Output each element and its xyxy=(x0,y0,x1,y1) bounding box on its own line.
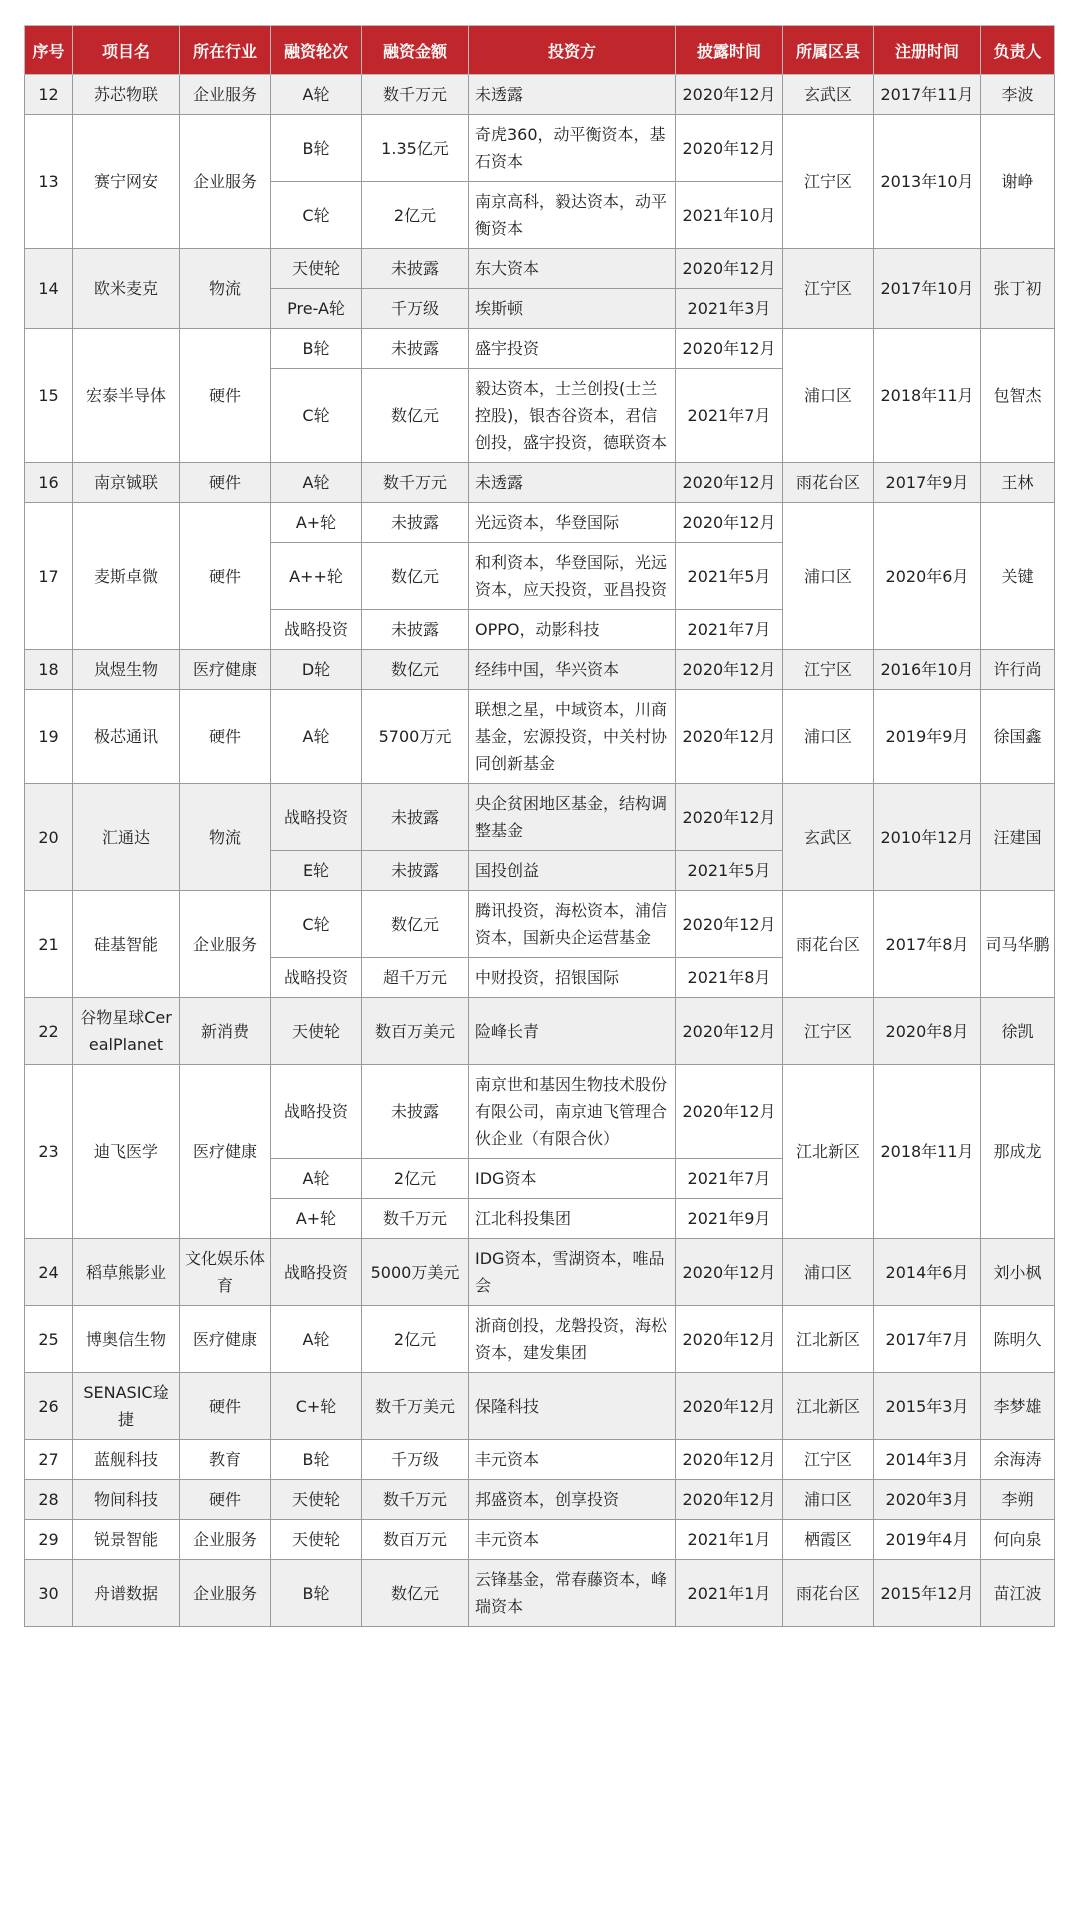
cell-leader: 许行尚 xyxy=(981,650,1055,690)
cell-project-name: 汇通达 xyxy=(73,784,180,891)
cell-amount: 未披露 xyxy=(362,851,469,891)
cell-leader: 关键 xyxy=(981,503,1055,650)
cell-no: 17 xyxy=(25,503,73,650)
cell-disclosure-date: 2020年12月 xyxy=(676,329,783,369)
header-round: 融资轮次 xyxy=(271,26,362,75)
cell-disclosure-date: 2021年1月 xyxy=(676,1560,783,1627)
table-row xyxy=(25,249,1055,289)
cell-leader: 刘小枫 xyxy=(981,1239,1055,1306)
cell-no: 18 xyxy=(25,650,73,690)
cell-industry: 物流 xyxy=(180,784,271,891)
cell-district: 浦口区 xyxy=(783,329,874,463)
cell-project-name: 舟谱数据 xyxy=(73,1560,180,1627)
cell-district: 雨花台区 xyxy=(783,891,874,998)
cell-amount: 5700万元 xyxy=(362,690,469,784)
cell-disclosure-date: 2020年12月 xyxy=(676,463,783,503)
cell-project-name: 硅基智能 xyxy=(73,891,180,998)
cell-district: 雨花台区 xyxy=(783,1560,874,1627)
table-row xyxy=(25,891,1055,958)
cell-no: 15 xyxy=(25,329,73,463)
cell-investors: 光远资本，华登国际 xyxy=(469,503,676,543)
cell-amount: 2亿元 xyxy=(362,1159,469,1199)
cell-disclosure-date: 2020年12月 xyxy=(676,1440,783,1480)
cell-district: 江北新区 xyxy=(783,1373,874,1440)
cell-registered: 2015年12月 xyxy=(874,1560,981,1627)
cell-round: 战略投资 xyxy=(271,610,362,650)
cell-amount: 未披露 xyxy=(362,610,469,650)
table-row xyxy=(25,1306,1055,1373)
cell-round: B轮 xyxy=(271,1560,362,1627)
cell-district: 浦口区 xyxy=(783,503,874,650)
cell-investors: 未透露 xyxy=(469,75,676,115)
cell-disclosure-date: 2021年3月 xyxy=(676,289,783,329)
cell-investors: 丰元资本 xyxy=(469,1520,676,1560)
table-header-row xyxy=(25,26,1055,75)
cell-no: 26 xyxy=(25,1373,73,1440)
table-row xyxy=(25,115,1055,182)
cell-industry: 硬件 xyxy=(180,690,271,784)
table-row xyxy=(25,1065,1055,1159)
cell-district: 江宁区 xyxy=(783,1440,874,1480)
cell-no: 29 xyxy=(25,1520,73,1560)
cell-round: C轮 xyxy=(271,182,362,249)
cell-registered: 2010年12月 xyxy=(874,784,981,891)
cell-round: 战略投资 xyxy=(271,1239,362,1306)
cell-investors: IDG资本 xyxy=(469,1159,676,1199)
cell-round: A轮 xyxy=(271,75,362,115)
table-row xyxy=(25,784,1055,851)
cell-leader: 李朔 xyxy=(981,1480,1055,1520)
table-row xyxy=(25,650,1055,690)
cell-investors: 经纬中国，华兴资本 xyxy=(469,650,676,690)
cell-leader: 徐凯 xyxy=(981,998,1055,1065)
cell-round: 天使轮 xyxy=(271,249,362,289)
cell-disclosure-date: 2020年12月 xyxy=(676,1480,783,1520)
cell-project-name: 锐景智能 xyxy=(73,1520,180,1560)
cell-registered: 2015年3月 xyxy=(874,1373,981,1440)
cell-disclosure-date: 2020年12月 xyxy=(676,115,783,182)
cell-leader: 汪建国 xyxy=(981,784,1055,891)
table-row xyxy=(25,1480,1055,1520)
table-row xyxy=(25,463,1055,503)
cell-amount: 数亿元 xyxy=(362,369,469,463)
cell-disclosure-date: 2020年12月 xyxy=(676,249,783,289)
cell-round: B轮 xyxy=(271,115,362,182)
cell-disclosure-date: 2020年12月 xyxy=(676,1373,783,1440)
cell-round: A轮 xyxy=(271,1306,362,1373)
cell-investors: 南京高科，毅达资本，动平衡资本 xyxy=(469,182,676,249)
cell-no: 27 xyxy=(25,1440,73,1480)
cell-disclosure-date: 2020年12月 xyxy=(676,891,783,958)
table-row xyxy=(25,1239,1055,1306)
cell-disclosure-date: 2021年10月 xyxy=(676,182,783,249)
cell-disclosure-date: 2021年9月 xyxy=(676,1199,783,1239)
cell-round: 天使轮 xyxy=(271,1520,362,1560)
cell-round: 天使轮 xyxy=(271,1480,362,1520)
cell-investors: OPPO，动影科技 xyxy=(469,610,676,650)
cell-amount: 千万级 xyxy=(362,289,469,329)
cell-registered: 2017年7月 xyxy=(874,1306,981,1373)
cell-industry: 硬件 xyxy=(180,1373,271,1440)
cell-amount: 数千万元 xyxy=(362,1199,469,1239)
table-row xyxy=(25,503,1055,543)
cell-round: A轮 xyxy=(271,690,362,784)
cell-investors: 盛宇投资 xyxy=(469,329,676,369)
cell-no: 21 xyxy=(25,891,73,998)
cell-district: 玄武区 xyxy=(783,75,874,115)
table-row xyxy=(25,998,1055,1065)
cell-disclosure-date: 2020年12月 xyxy=(676,650,783,690)
cell-project-name: SENASIC琻捷 xyxy=(73,1373,180,1440)
cell-no: 24 xyxy=(25,1239,73,1306)
cell-registered: 2017年10月 xyxy=(874,249,981,329)
cell-project-name: 麦斯卓微 xyxy=(73,503,180,650)
cell-investors: 央企贫困地区基金，结构调整基金 xyxy=(469,784,676,851)
cell-no: 30 xyxy=(25,1560,73,1627)
header-investors: 投资方 xyxy=(469,26,676,75)
cell-no: 28 xyxy=(25,1480,73,1520)
cell-disclosure-date: 2020年12月 xyxy=(676,1306,783,1373)
cell-project-name: 苏芯物联 xyxy=(73,75,180,115)
cell-round: B轮 xyxy=(271,1440,362,1480)
cell-disclosure-date: 2021年5月 xyxy=(676,543,783,610)
cell-industry: 硬件 xyxy=(180,1480,271,1520)
cell-district: 江北新区 xyxy=(783,1306,874,1373)
cell-district: 雨花台区 xyxy=(783,463,874,503)
cell-investors: 浙商创投，龙磐投资，海松资本，建发集团 xyxy=(469,1306,676,1373)
cell-disclosure-date: 2021年7月 xyxy=(676,610,783,650)
table-body xyxy=(25,75,1055,1627)
cell-leader: 何向泉 xyxy=(981,1520,1055,1560)
cell-leader: 苗江波 xyxy=(981,1560,1055,1627)
cell-round: 天使轮 xyxy=(271,998,362,1065)
cell-amount: 数千万元 xyxy=(362,75,469,115)
cell-disclosure-date: 2020年12月 xyxy=(676,784,783,851)
cell-district: 江宁区 xyxy=(783,998,874,1065)
cell-industry: 医疗健康 xyxy=(180,1306,271,1373)
cell-disclosure-date: 2021年7月 xyxy=(676,1159,783,1199)
cell-industry: 企业服务 xyxy=(180,1560,271,1627)
cell-project-name: 赛宁网安 xyxy=(73,115,180,249)
cell-district: 浦口区 xyxy=(783,1239,874,1306)
cell-round: B轮 xyxy=(271,329,362,369)
cell-project-name: 欧米麦克 xyxy=(73,249,180,329)
cell-amount: 数亿元 xyxy=(362,1560,469,1627)
cell-investors: 东大资本 xyxy=(469,249,676,289)
cell-registered: 2018年11月 xyxy=(874,329,981,463)
cell-industry: 新消费 xyxy=(180,998,271,1065)
cell-leader: 谢峥 xyxy=(981,115,1055,249)
cell-amount: 数百万美元 xyxy=(362,998,469,1065)
table-row xyxy=(25,690,1055,784)
table-row xyxy=(25,75,1055,115)
cell-industry: 企业服务 xyxy=(180,115,271,249)
cell-industry: 文化娱乐体育 xyxy=(180,1239,271,1306)
cell-district: 浦口区 xyxy=(783,690,874,784)
cell-leader: 陈明久 xyxy=(981,1306,1055,1373)
cell-investors: 腾讯投资，海松资本，浦信资本，国新央企运营基金 xyxy=(469,891,676,958)
cell-registered: 2020年3月 xyxy=(874,1480,981,1520)
cell-leader: 包智杰 xyxy=(981,329,1055,463)
cell-no: 16 xyxy=(25,463,73,503)
cell-leader: 司马华鹏 xyxy=(981,891,1055,998)
cell-round: C+轮 xyxy=(271,1373,362,1440)
cell-round: A轮 xyxy=(271,1159,362,1199)
cell-registered: 2017年11月 xyxy=(874,75,981,115)
cell-industry: 硬件 xyxy=(180,503,271,650)
cell-registered: 2019年9月 xyxy=(874,690,981,784)
cell-no: 14 xyxy=(25,249,73,329)
cell-amount: 数千万元 xyxy=(362,463,469,503)
cell-round: Pre-A轮 xyxy=(271,289,362,329)
cell-amount: 数千万元 xyxy=(362,1480,469,1520)
cell-industry: 硬件 xyxy=(180,463,271,503)
cell-project-name: 极芯通讯 xyxy=(73,690,180,784)
cell-investors: 险峰长青 xyxy=(469,998,676,1065)
cell-investors: 邦盛资本，创享投资 xyxy=(469,1480,676,1520)
cell-round: E轮 xyxy=(271,851,362,891)
cell-investors: 毅达资本，士兰创投(士兰控股)，银杏谷资本，君信创投，盛宇投资，德联资本 xyxy=(469,369,676,463)
cell-industry: 企业服务 xyxy=(180,1520,271,1560)
cell-no: 25 xyxy=(25,1306,73,1373)
cell-district: 江宁区 xyxy=(783,249,874,329)
cell-investors: 江北科投集团 xyxy=(469,1199,676,1239)
table-row xyxy=(25,1520,1055,1560)
cell-amount: 5000万美元 xyxy=(362,1239,469,1306)
cell-industry: 企业服务 xyxy=(180,75,271,115)
cell-registered: 2016年10月 xyxy=(874,650,981,690)
cell-investors: 和利资本，华登国际，光远资本，应天投资，亚昌投资 xyxy=(469,543,676,610)
header-amount: 融资金额 xyxy=(362,26,469,75)
cell-round: 战略投资 xyxy=(271,1065,362,1159)
cell-amount: 千万级 xyxy=(362,1440,469,1480)
cell-investors: 未透露 xyxy=(469,463,676,503)
cell-leader: 余海涛 xyxy=(981,1440,1055,1480)
cell-round: A+轮 xyxy=(271,1199,362,1239)
cell-amount: 数百万元 xyxy=(362,1520,469,1560)
header-district: 所属区县 xyxy=(783,26,874,75)
cell-investors: 云锋基金，常春藤资本，峰瑞资本 xyxy=(469,1560,676,1627)
table-row xyxy=(25,1373,1055,1440)
cell-amount: 数亿元 xyxy=(362,650,469,690)
cell-amount: 未披露 xyxy=(362,329,469,369)
cell-district: 栖霞区 xyxy=(783,1520,874,1560)
cell-investors: 丰元资本 xyxy=(469,1440,676,1480)
cell-disclosure-date: 2020年12月 xyxy=(676,75,783,115)
cell-no: 19 xyxy=(25,690,73,784)
cell-round: A轮 xyxy=(271,463,362,503)
cell-disclosure-date: 2021年7月 xyxy=(676,369,783,463)
cell-district: 江宁区 xyxy=(783,115,874,249)
financing-table xyxy=(24,25,1055,1627)
cell-amount: 未披露 xyxy=(362,784,469,851)
cell-amount: 超千万元 xyxy=(362,958,469,998)
cell-round: 战略投资 xyxy=(271,784,362,851)
cell-disclosure-date: 2020年12月 xyxy=(676,690,783,784)
cell-industry: 企业服务 xyxy=(180,891,271,998)
cell-no: 23 xyxy=(25,1065,73,1239)
cell-leader: 张丁初 xyxy=(981,249,1055,329)
cell-investors: 中财投资，招银国际 xyxy=(469,958,676,998)
cell-disclosure-date: 2020年12月 xyxy=(676,998,783,1065)
cell-leader: 那成龙 xyxy=(981,1065,1055,1239)
header-no: 序号 xyxy=(25,26,73,75)
cell-no: 20 xyxy=(25,784,73,891)
header-registered: 注册时间 xyxy=(874,26,981,75)
cell-registered: 2020年6月 xyxy=(874,503,981,650)
cell-project-name: 宏泰半导体 xyxy=(73,329,180,463)
cell-round: 战略投资 xyxy=(271,958,362,998)
cell-district: 浦口区 xyxy=(783,1480,874,1520)
cell-round: A+轮 xyxy=(271,503,362,543)
cell-registered: 2019年4月 xyxy=(874,1520,981,1560)
cell-amount: 未披露 xyxy=(362,503,469,543)
table-row xyxy=(25,1440,1055,1480)
cell-investors: 保隆科技 xyxy=(469,1373,676,1440)
cell-round: C轮 xyxy=(271,891,362,958)
cell-project-name: 谷物星球CerealPlanet xyxy=(73,998,180,1065)
cell-investors: 南京世和基因生物技术股份有限公司，南京迪飞管理合伙企业（有限合伙） xyxy=(469,1065,676,1159)
cell-amount: 数亿元 xyxy=(362,543,469,610)
cell-registered: 2018年11月 xyxy=(874,1065,981,1239)
cell-amount: 未披露 xyxy=(362,1065,469,1159)
cell-investors: 联想之星，中域资本，川商基金，宏源投资，中关村协同创新基金 xyxy=(469,690,676,784)
cell-industry: 硬件 xyxy=(180,329,271,463)
cell-project-name: 博奥信生物 xyxy=(73,1306,180,1373)
header-disclosure-date: 披露时间 xyxy=(676,26,783,75)
cell-project-name: 物间科技 xyxy=(73,1480,180,1520)
cell-industry: 医疗健康 xyxy=(180,1065,271,1239)
cell-registered: 2014年6月 xyxy=(874,1239,981,1306)
cell-registered: 2017年9月 xyxy=(874,463,981,503)
cell-round: A++轮 xyxy=(271,543,362,610)
cell-disclosure-date: 2021年1月 xyxy=(676,1520,783,1560)
cell-amount: 1.35亿元 xyxy=(362,115,469,182)
cell-disclosure-date: 2021年5月 xyxy=(676,851,783,891)
cell-amount: 2亿元 xyxy=(362,182,469,249)
cell-project-name: 迪飞医学 xyxy=(73,1065,180,1239)
cell-leader: 李梦雄 xyxy=(981,1373,1055,1440)
cell-investors: 国投创益 xyxy=(469,851,676,891)
table-row xyxy=(25,1560,1055,1627)
header-industry: 所在行业 xyxy=(180,26,271,75)
cell-project-name: 南京铖联 xyxy=(73,463,180,503)
cell-investors: 奇虎360，动平衡资本，基石资本 xyxy=(469,115,676,182)
table-row xyxy=(25,329,1055,369)
cell-district: 玄武区 xyxy=(783,784,874,891)
cell-round: D轮 xyxy=(271,650,362,690)
cell-registered: 2020年8月 xyxy=(874,998,981,1065)
cell-disclosure-date: 2020年12月 xyxy=(676,1065,783,1159)
cell-disclosure-date: 2021年8月 xyxy=(676,958,783,998)
cell-no: 22 xyxy=(25,998,73,1065)
cell-round: C轮 xyxy=(271,369,362,463)
cell-leader: 徐国鑫 xyxy=(981,690,1055,784)
cell-industry: 物流 xyxy=(180,249,271,329)
cell-leader: 李波 xyxy=(981,75,1055,115)
header-leader: 负责人 xyxy=(981,26,1055,75)
cell-no: 13 xyxy=(25,115,73,249)
cell-registered: 2014年3月 xyxy=(874,1440,981,1480)
cell-industry: 医疗健康 xyxy=(180,650,271,690)
cell-investors: IDG资本，雪湖资本，唯品会 xyxy=(469,1239,676,1306)
cell-district: 江宁区 xyxy=(783,650,874,690)
cell-project-name: 蓝舰科技 xyxy=(73,1440,180,1480)
cell-amount: 数千万美元 xyxy=(362,1373,469,1440)
cell-disclosure-date: 2020年12月 xyxy=(676,1239,783,1306)
cell-project-name: 稻草熊影业 xyxy=(73,1239,180,1306)
cell-amount: 2亿元 xyxy=(362,1306,469,1373)
cell-investors: 埃斯顿 xyxy=(469,289,676,329)
header-project-name: 项目名 xyxy=(73,26,180,75)
cell-disclosure-date: 2020年12月 xyxy=(676,503,783,543)
cell-registered: 2013年10月 xyxy=(874,115,981,249)
cell-leader: 王林 xyxy=(981,463,1055,503)
cell-amount: 数亿元 xyxy=(362,891,469,958)
cell-project-name: 岚煜生物 xyxy=(73,650,180,690)
cell-industry: 教育 xyxy=(180,1440,271,1480)
cell-district: 江北新区 xyxy=(783,1065,874,1239)
cell-amount: 未披露 xyxy=(362,249,469,289)
cell-no: 12 xyxy=(25,75,73,115)
cell-registered: 2017年8月 xyxy=(874,891,981,998)
financing-table-container xyxy=(24,25,1054,1627)
